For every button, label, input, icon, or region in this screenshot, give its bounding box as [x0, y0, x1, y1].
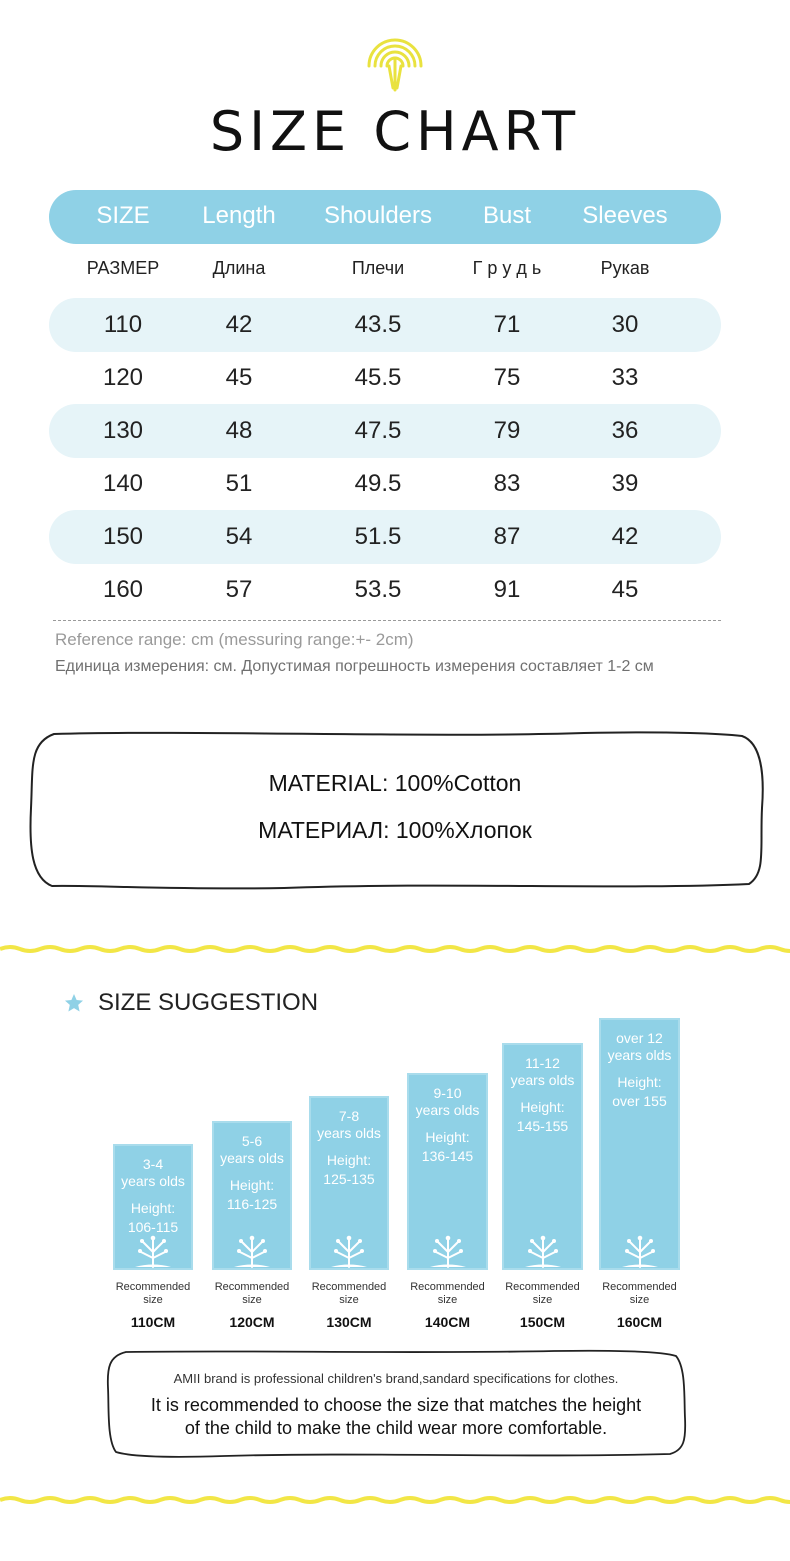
- recommended-size-value: 130CM: [326, 1314, 372, 1330]
- height-label: Height:: [326, 1152, 372, 1168]
- recommended-size-value: 150CM: [519, 1314, 566, 1330]
- cell-length: 42: [225, 311, 253, 338]
- header-ru-bust: Г р у д ь: [472, 258, 542, 278]
- measurement-note-ru: Единица измерения: см. Допустимая погрешность измерения составляет 1-2 см: [55, 658, 654, 675]
- recommended-size-label: Recommended size: [115, 1281, 191, 1306]
- recommended-size-value: 110CM: [130, 1314, 176, 1330]
- height-range: over 155: [612, 1093, 667, 1109]
- age-range: over 12: [616, 1030, 663, 1046]
- height-label: Height:: [229, 1177, 275, 1193]
- header-sleeves: Sleeves: [582, 202, 668, 229]
- height-label: Height:: [520, 1099, 565, 1115]
- cell-shoulders: 53.5: [354, 576, 402, 603]
- age-unit: years olds: [510, 1072, 575, 1088]
- header-shoulders: Shoulders: [323, 202, 433, 229]
- divider: [53, 620, 721, 621]
- height-range: 106-115: [127, 1219, 179, 1235]
- wavy-divider-top: [0, 943, 790, 955]
- cell-sleeves: 30: [611, 311, 639, 338]
- cell-shoulders: 45.5: [354, 364, 402, 391]
- cell-bust: 71: [493, 311, 521, 338]
- material-ru-label: МАТЕРИАЛ:: [258, 817, 390, 843]
- age-range: 7-8: [338, 1108, 360, 1124]
- cell-size: 160: [102, 576, 144, 603]
- recommended-size-label: Recommended size: [410, 1281, 485, 1306]
- header-ru-sleeves: Рукав: [600, 258, 650, 278]
- height-range: 145-155: [516, 1118, 569, 1134]
- tree-icon: [133, 1232, 173, 1268]
- recommended-size-label: Recommended size: [214, 1281, 290, 1306]
- cell-shoulders: 43.5: [354, 311, 402, 338]
- cell-length: 45: [225, 364, 253, 391]
- size-bar: [309, 1096, 389, 1270]
- recommended-size-label: Recommended size: [311, 1281, 387, 1306]
- page-title: SIZE CHART: [209, 100, 581, 163]
- cell-size: 140: [102, 470, 144, 497]
- material-ru: [0, 817, 790, 844]
- material-en: [0, 770, 790, 797]
- age-range: 9-10: [433, 1085, 462, 1101]
- cell-sleeves: 33: [611, 364, 639, 391]
- cell-sleeves: 45: [611, 576, 639, 603]
- star-icon: [64, 993, 84, 1013]
- wavy-divider-bottom: [0, 1494, 790, 1506]
- recommendation-line-1: It is recommended to choose the size that matches the height: [150, 1395, 642, 1415]
- height-label: Height:: [425, 1129, 470, 1145]
- tree-icon: [523, 1232, 563, 1268]
- size-bar: [407, 1073, 488, 1270]
- cell-sleeves: 36: [611, 417, 639, 444]
- tree-icon: [428, 1232, 468, 1268]
- cell-size: 130: [102, 417, 144, 444]
- size-bar: [212, 1121, 292, 1270]
- recommended-size-value: 160CM: [616, 1314, 663, 1330]
- cell-length: 48: [225, 417, 253, 444]
- material-box: [24, 728, 768, 892]
- size-suggestion-title: SIZE SUGGESTION: [98, 989, 319, 1016]
- header-length: Length: [202, 202, 276, 229]
- cell-length: 57: [225, 576, 253, 603]
- tree-icon: [620, 1232, 660, 1268]
- material-en-value: 100%Cotton: [388, 770, 522, 796]
- header-bust: Bust: [482, 202, 532, 229]
- recommendation-line-2: of the child to make the child wear more comfortable.: [184, 1418, 608, 1438]
- cell-bust: 91: [493, 576, 521, 603]
- brand-note: AMII brand is professional children's brand,sandard specifications for clothes.: [173, 1371, 619, 1386]
- header-ru-size: РАЗМЕР: [86, 258, 160, 278]
- age-range: 5-6: [241, 1133, 263, 1149]
- age-unit: years olds: [415, 1102, 480, 1118]
- measurement-note-en: Reference range: cm (messuring range:+- 2cm): [55, 630, 414, 649]
- cell-shoulders: 49.5: [354, 470, 402, 497]
- age-unit: years olds: [607, 1047, 672, 1063]
- cell-size: 120: [102, 364, 144, 391]
- header-size: SIZE: [96, 202, 150, 229]
- cell-sleeves: 39: [611, 470, 639, 497]
- cell-sleeves: 42: [611, 523, 639, 550]
- tree-icon: [232, 1232, 272, 1268]
- size-bar: [599, 1018, 680, 1270]
- cell-shoulders: 47.5: [354, 417, 402, 444]
- height-range: 116-125: [226, 1196, 278, 1212]
- cell-bust: 87: [493, 523, 521, 550]
- cell-length: 51: [225, 470, 253, 497]
- height-range: 125-135: [323, 1171, 375, 1187]
- material-en-label: MATERIAL:: [268, 770, 389, 796]
- size-bar: [502, 1043, 583, 1270]
- age-range: 11-12: [525, 1055, 560, 1071]
- material-ru-value: 100%Хлопок: [389, 817, 532, 843]
- cell-size: 110: [103, 311, 143, 338]
- age-unit: years olds: [121, 1173, 185, 1189]
- recommended-size-value: 140CM: [424, 1314, 471, 1330]
- height-range: 136-145: [421, 1148, 474, 1164]
- cell-shoulders: 51.5: [354, 523, 402, 550]
- age-range: 3-4: [142, 1156, 164, 1172]
- height-label: Height:: [130, 1200, 176, 1216]
- rainbow-tree-logo-icon: [364, 36, 426, 92]
- recommended-size-value: 120CM: [229, 1314, 275, 1330]
- age-unit: years olds: [317, 1125, 381, 1141]
- cell-bust: 75: [493, 364, 521, 391]
- height-label: Height:: [617, 1074, 662, 1090]
- header-ru-shoulders: Плечи: [351, 258, 405, 278]
- tree-icon: [329, 1232, 369, 1268]
- cell-length: 54: [225, 523, 253, 550]
- recommended-size-label: Recommended size: [602, 1281, 677, 1306]
- header-ru-length: Длина: [212, 258, 266, 278]
- recommended-size-label: Recommended size: [505, 1281, 580, 1306]
- cell-bust: 79: [493, 417, 521, 444]
- size-bar: [113, 1144, 193, 1270]
- cell-bust: 83: [493, 470, 521, 497]
- cell-size: 150: [102, 523, 144, 550]
- age-unit: years olds: [220, 1150, 284, 1166]
